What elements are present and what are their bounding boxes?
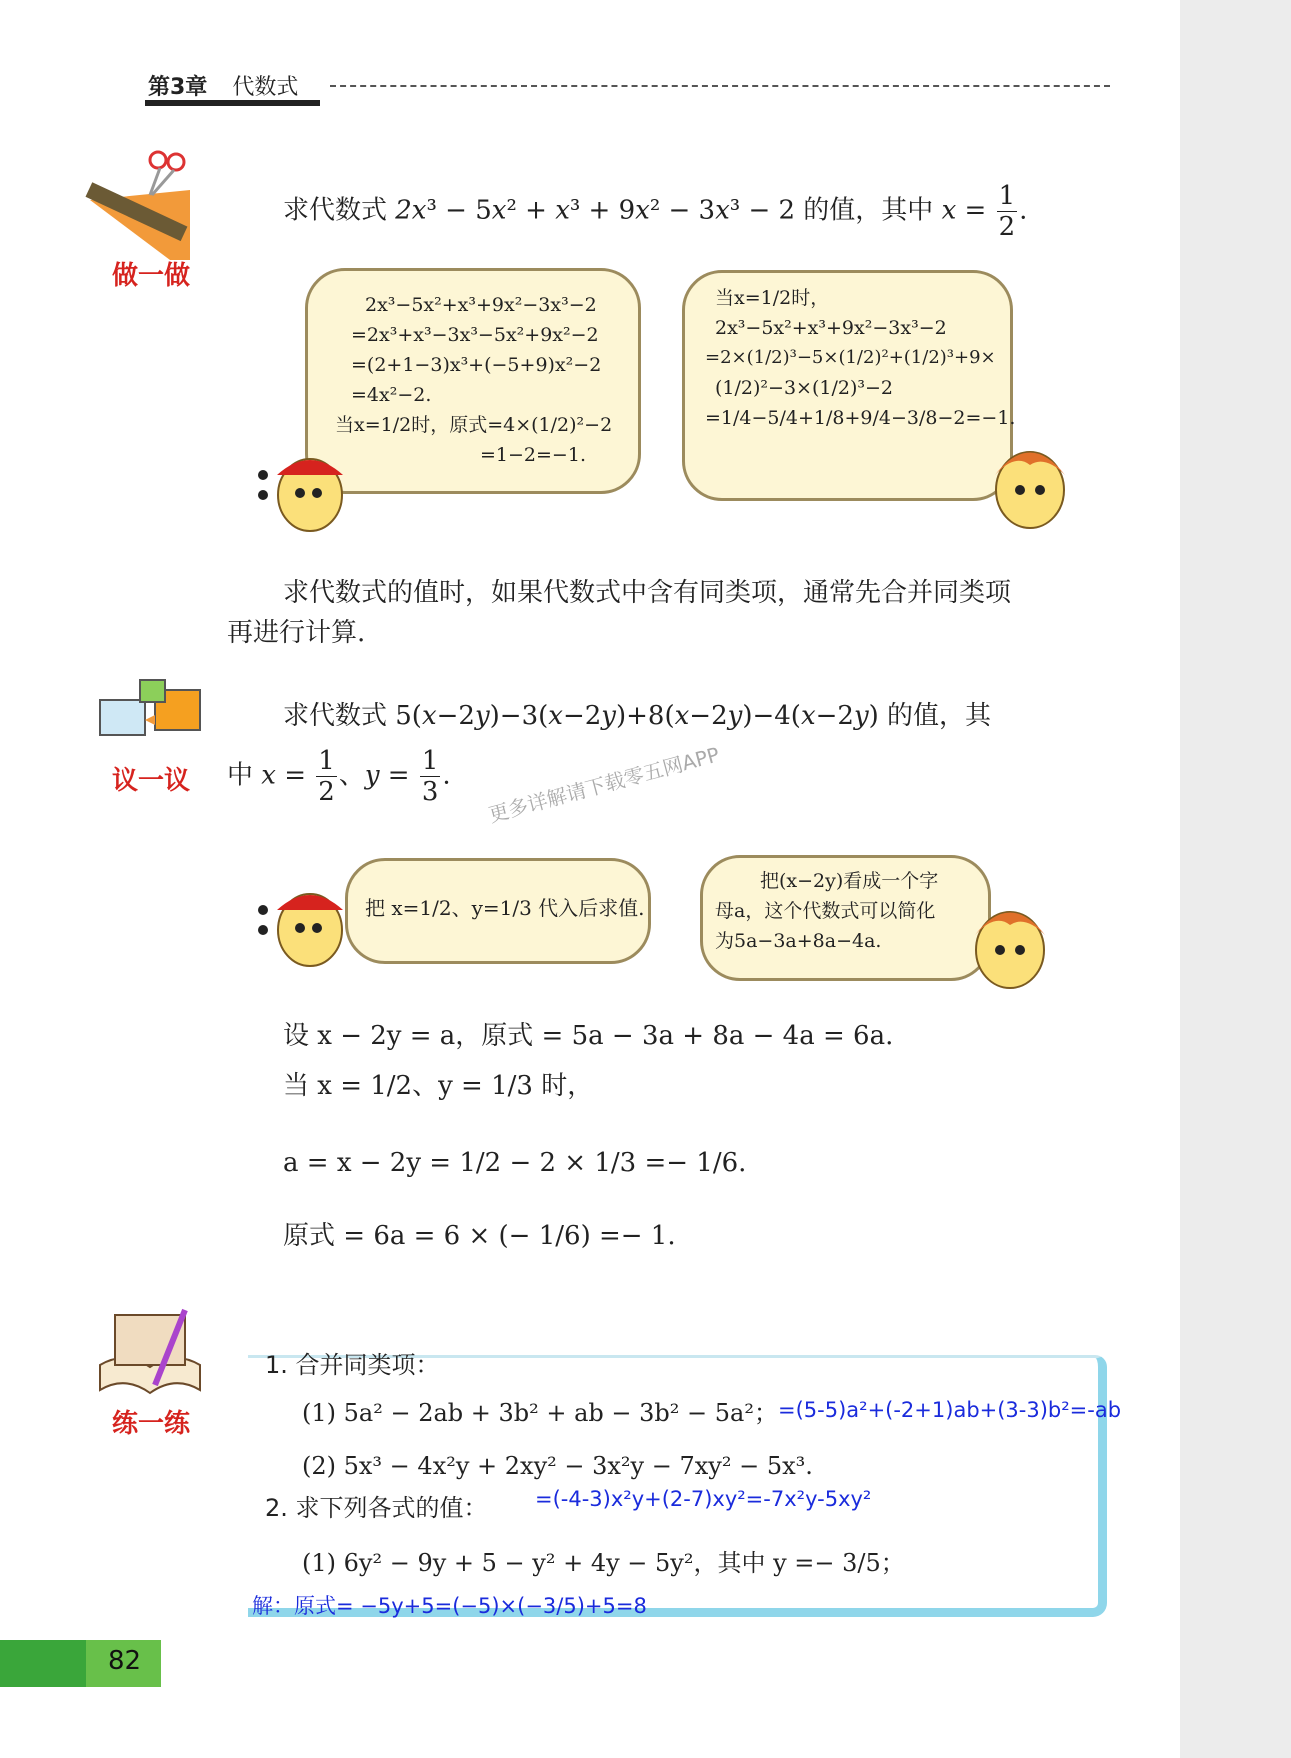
bubble-line: =1−2=−1. xyxy=(480,444,586,466)
bubble-line: =2×(1/2)³−5×(1/2)²+(1/2)³+9× xyxy=(705,347,996,368)
section-label-practice: 练一练 xyxy=(112,1409,191,1439)
bubble-line: 母a，这个代数式可以简化 xyxy=(715,900,936,922)
solution-line-3: a = x − 2y = 1/2 − 2 × 1/3 =− 1/6. xyxy=(283,1148,747,1178)
chapter-title: 代数式 xyxy=(232,75,299,100)
bubble-line: 把(x−2y)看成一个字 xyxy=(760,870,939,892)
bubble-left-text xyxy=(335,290,613,470)
question-1-2: (2) 5x³ − 4x²y + 2xy² − 3x²y − 7xy² − 5x³. xyxy=(302,1452,813,1480)
section-label-discuss: 议一议 xyxy=(112,766,191,796)
solution-line-1: 设 x − 2y = a，原式 = 5a − 3a + 8a − 4a = 6a. xyxy=(283,1021,894,1051)
ruler-scissors-icon xyxy=(80,150,200,260)
section-label-do: 做一做 xyxy=(112,261,191,291)
problem-1: 求代数式 2x³ − 5x² + x³ + 9x² − 3x³ − 2 的值，其中 x = $\frac{1}{2}$ . xyxy=(283,181,1028,242)
watermark: 更多详解请下载零五网APP xyxy=(486,742,722,828)
bubble-line: =2x³+x³−3x³−5x²+9x²−2 xyxy=(351,324,599,346)
bubble-line: =(2+1−3)x³+(−5+9)x²−2 xyxy=(351,354,602,376)
bubble-right-text xyxy=(705,283,1015,433)
chapter-underline xyxy=(145,100,320,106)
bubble-right-2-text xyxy=(715,866,938,956)
bubble-line: 当x=1/2时， xyxy=(715,287,830,309)
question-1: 1. 合并同类项： xyxy=(265,1351,440,1379)
chapter-number: 第3章 xyxy=(148,75,208,100)
answer-1-1: =(5-5)a²+(-2+1)ab+(3-3)b²=-ab xyxy=(778,1398,1122,1422)
solution-line-2: 当 x = 1/2、y = 1/3 时， xyxy=(283,1071,594,1101)
question-2-1: (1) 6y² − 9y + 5 − y² + 4y − 5y²，其中 y =− 3/5； xyxy=(302,1549,905,1577)
bubble-line: 2x³−5x²+x³+9x²−3x³−2 xyxy=(715,317,947,339)
summary-line-2: 再进行计算. xyxy=(227,618,366,648)
chapter-heading xyxy=(148,70,298,101)
answer-2-1: 解：原式= −5y+5=(−5)×(−3/5)+5=8 xyxy=(252,1594,647,1618)
summary-line-1: 求代数式的值时，如果代数式中含有同类项，通常先合并同类项 xyxy=(283,578,1012,608)
page-margin xyxy=(1180,0,1291,1758)
question-1-1: (1) 5a² − 2ab + 3b² + ab − 3b² − 5a²； xyxy=(302,1399,778,1427)
bubble-line: (1/2)²−3×(1/2)³−2 xyxy=(715,377,893,399)
bubble-line: 2x³−5x²+x³+9x²−3x³−2 xyxy=(365,294,597,316)
bubble-line: 为5a−3a+8a−4a. xyxy=(715,930,882,952)
solution-line-4: 原式 = 6a = 6 × (− 1/6) =− 1. xyxy=(283,1221,676,1251)
bubble-line: 当x=1/2时，原式=4×(1/2)²−2 xyxy=(335,414,613,436)
header-dashed-rule xyxy=(330,85,1110,87)
computers-icon xyxy=(95,675,205,765)
cartoon-boy-icon xyxy=(985,435,1075,535)
page-number: 82 xyxy=(108,1646,142,1676)
problem-2-line2: 中 x = $\frac{1}{2}$ 、y = $\frac{1}{3}$ . xyxy=(227,746,451,807)
bubble-line: =1/4−5/4+1/8+9/4−3/8−2=−1. xyxy=(705,407,1016,429)
bubble-line: =4x²−2. xyxy=(351,384,432,406)
cartoon-girl-icon xyxy=(255,445,345,535)
bubble-left-2-text: 把 x=1/2、y=1/3 代入后求值. xyxy=(365,896,645,920)
open-book-pencil-icon xyxy=(95,1305,205,1400)
question-2: 2. 求下列各式的值： xyxy=(265,1494,488,1522)
cartoon-boy-icon xyxy=(965,895,1055,995)
cartoon-girl-icon xyxy=(255,880,345,970)
answer-1-2: =(-4-3)x²y+(2-7)xy²=-7x²y-5xy² xyxy=(535,1487,872,1511)
problem-2-line1: 求代数式 5(x−2y)−3(x−2y)+8(x−2y)−4(x−2y) 的值，其 xyxy=(283,701,992,731)
